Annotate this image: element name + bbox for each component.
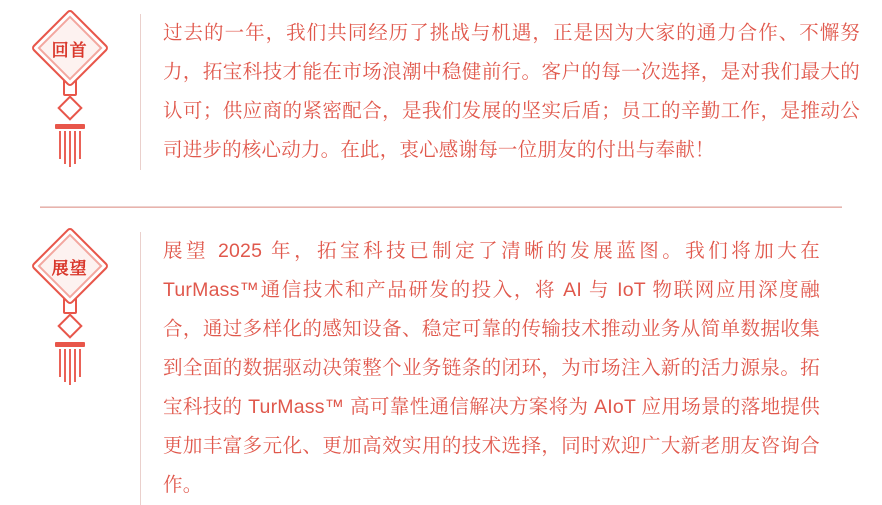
knot-bar-icon-2	[55, 342, 85, 347]
knot-small-diamond-icon-1	[57, 95, 82, 120]
text-column-2	[140, 232, 842, 505]
knot-small-diamond-icon-2	[57, 313, 82, 338]
section-retrospect	[0, 0, 882, 206]
badge-label-retrospect: 回首	[52, 40, 88, 60]
ornament-column-1	[0, 14, 140, 167]
paragraph-outlook: 展望 2025 年，拓宝科技已制定了清晰的发展蓝图。我们将加大在TurMass™通信技术和产品研发的投入，将 AI 与 IoT 物联网应用深度融合，通过多样化的感知设备、稳定可靠的传输技术推动业务从简单数据收集到全面的数据驱动决策整个业务链条的闭环，为市场注入新的活力源泉。拓宝科技的 TurMass™ 高可靠性通信解决方案将为 AIoT 应用场景的落地提供更加丰富多元化、更加高效实用的技术选择，同时欢迎广大新老朋友咨询合作。	[163, 240, 820, 496]
badge-diamond-2	[30, 226, 109, 305]
paragraph-retrospect: 过去的一年，我们共同经历了挑战与机遇，正是因为大家的通力合作、不懈努力，拓宝科技才能在市场浪潮中稳健前行。客户的每一次选择，是对我们最大的认可；供应商的紧密配合，是我们发展的坚实后盾；员工的辛勤工作，是推动公司进步的核心动力。在此，衷心感谢每一位朋友的付出与奉献！	[163, 22, 860, 161]
chinese-knot-icon	[33, 20, 107, 167]
badge-diamond-1	[30, 8, 109, 87]
section-outlook	[40, 207, 842, 496]
knot-bar-icon-1	[55, 124, 85, 129]
chinese-knot-icon-2	[33, 238, 107, 385]
ornament-column-2	[0, 232, 140, 385]
section-outlook-inner	[0, 224, 842, 505]
tassel-icon-1	[59, 131, 81, 167]
badge-label-outlook: 展望	[52, 258, 88, 278]
tassel-icon-2	[59, 349, 81, 385]
text-column-1	[140, 14, 882, 170]
